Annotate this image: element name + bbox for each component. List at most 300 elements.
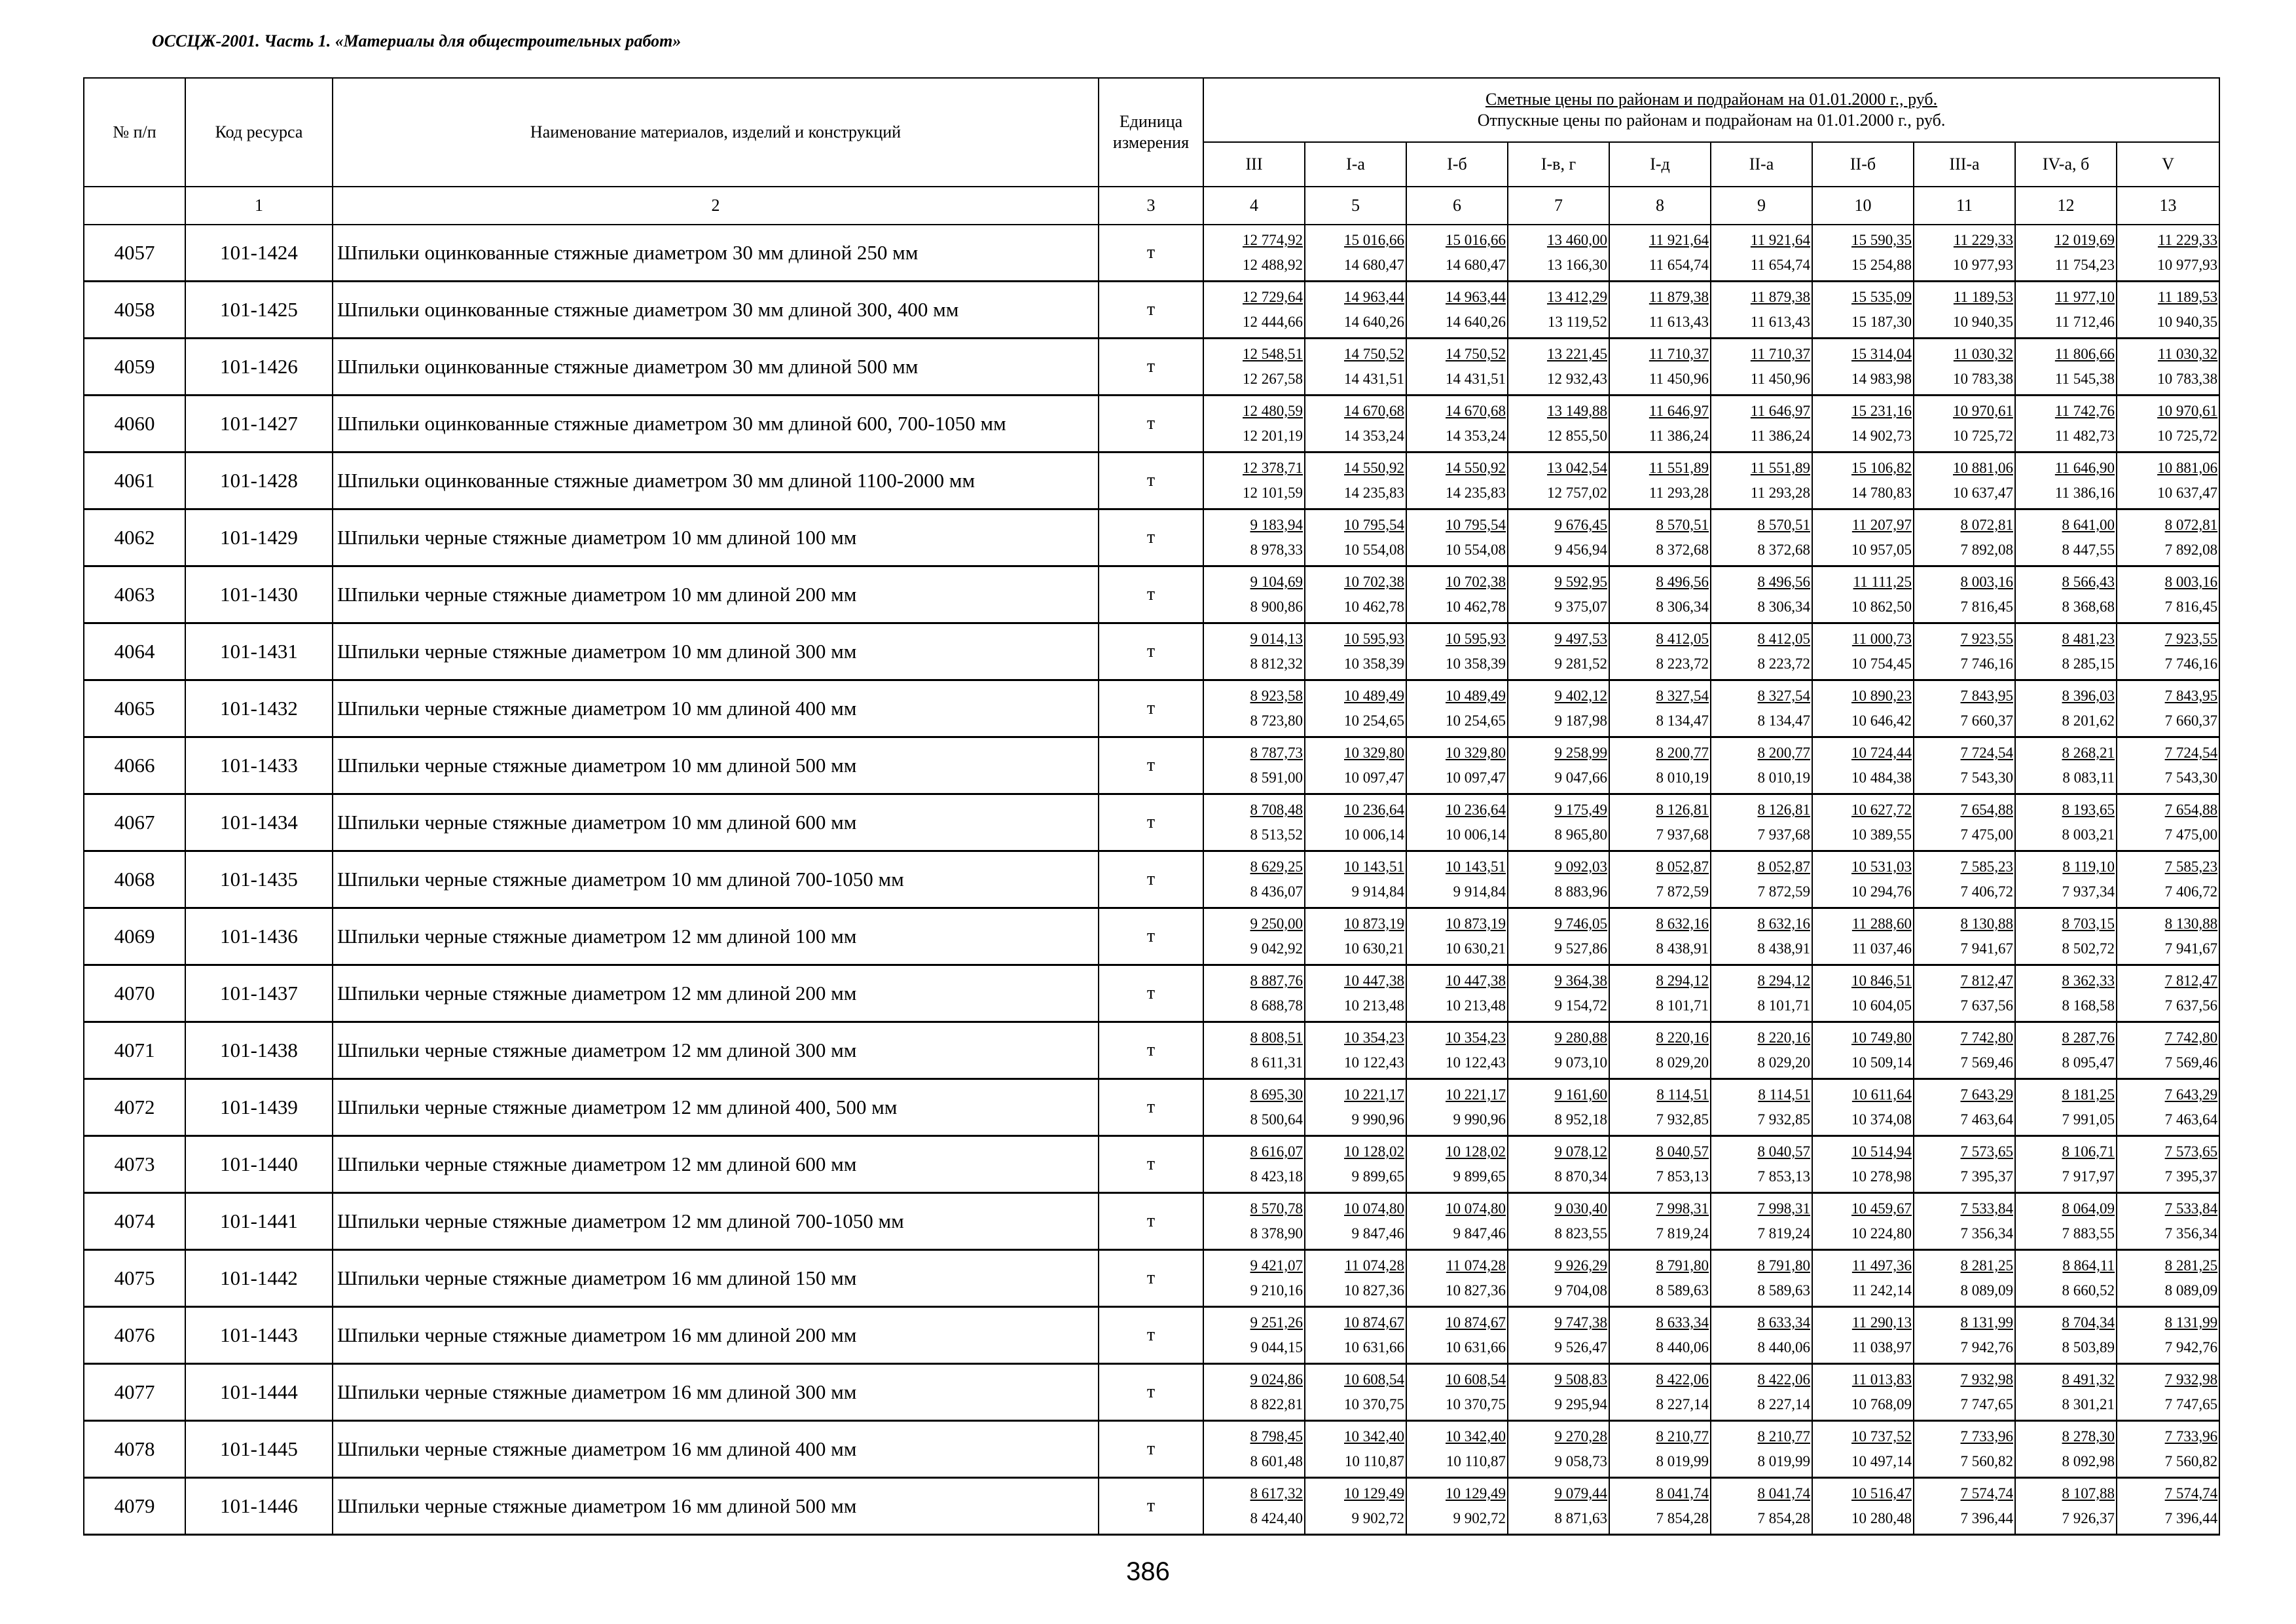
- estimate-price: 7 733,96: [1960, 1428, 2013, 1445]
- price-cell: [1508, 282, 1609, 339]
- release-price: 10 646,42: [1851, 712, 1912, 729]
- estimate-price: 11 742,76: [2054, 403, 2115, 419]
- release-price: 11 386,16: [2054, 485, 2115, 501]
- release-price: 7 937,68: [1757, 826, 1810, 843]
- estimate-price: 8 072,81: [2164, 517, 2218, 533]
- price-cell: [2117, 737, 2219, 794]
- price-cell: [1711, 908, 1812, 965]
- release-price: 10 213,48: [1446, 997, 1506, 1014]
- estimate-price: 8 106,71: [2062, 1143, 2115, 1160]
- price-cell: [1609, 1136, 1711, 1193]
- row-number-cell: 4063: [84, 566, 185, 623]
- price-cell: [1812, 908, 1914, 965]
- release-price: 8 201,62: [2062, 712, 2115, 729]
- price-cell: [1203, 452, 1305, 509]
- price-cell: [1914, 396, 2015, 452]
- material-name-cell: Шпильки черные стяжные диаметром 12 мм длиной 300 мм: [333, 1022, 1099, 1079]
- release-price: 7 941,67: [2164, 940, 2218, 957]
- estimate-price: 12 548,51: [1243, 346, 1303, 362]
- release-price: 8 723,80: [1250, 712, 1303, 729]
- release-price: 10 783,38: [1953, 371, 2013, 387]
- table-row: [84, 1421, 2219, 1478]
- release-price: 8 029,20: [1656, 1054, 1709, 1071]
- price-cell: [1914, 1193, 2015, 1250]
- release-price: 10 637,47: [1953, 485, 2013, 501]
- release-price: 9 073,10: [1554, 1054, 1607, 1071]
- price-cell: [2015, 452, 2117, 509]
- release-price: 14 902,73: [1851, 428, 1912, 444]
- price-cell: [1406, 851, 1508, 908]
- estimate-price: 9 161,60: [1554, 1086, 1607, 1103]
- estimate-price: 14 963,44: [1344, 289, 1404, 305]
- price-cell: [2015, 1421, 2117, 1478]
- estimate-price: 10 459,67: [1851, 1200, 1912, 1217]
- resource-code-cell: 101-1424: [185, 225, 333, 282]
- price-cell: [1203, 1421, 1305, 1478]
- estimate-price: 7 923,55: [1960, 631, 2013, 647]
- price-cell: [2117, 1193, 2219, 1250]
- release-price: 7 560,82: [2164, 1453, 2218, 1469]
- price-cell: [1914, 1364, 2015, 1421]
- release-price: 10 462,78: [1344, 599, 1404, 615]
- estimate-price: 11 646,97: [1649, 403, 1709, 419]
- release-price: 9 187,98: [1554, 712, 1607, 729]
- estimate-price: 7 998,31: [1656, 1200, 1709, 1217]
- resource-code-cell: 101-1445: [185, 1421, 333, 1478]
- estimate-price: 10 329,80: [1446, 745, 1506, 761]
- release-price: 7 637,56: [2164, 997, 2218, 1014]
- release-price: 8 227,14: [1656, 1396, 1709, 1412]
- estimate-price: 8 210,77: [1757, 1428, 1810, 1445]
- price-cell: [1711, 1421, 1812, 1478]
- price-cell: [2015, 1364, 2117, 1421]
- estimate-price: 8 791,80: [1757, 1257, 1810, 1274]
- estimate-price: 8 126,81: [1757, 802, 1810, 818]
- estimate-price: 7 573,65: [2164, 1143, 2218, 1160]
- release-price: 14 235,83: [1344, 485, 1404, 501]
- release-price: 14 983,98: [1851, 371, 1912, 387]
- estimate-price: 7 998,31: [1757, 1200, 1810, 1217]
- estimate-price: 8 496,56: [1757, 574, 1810, 590]
- release-price: 11 754,23: [2054, 257, 2115, 273]
- price-cell: [1609, 339, 1711, 396]
- header-cell-region: III-а: [1914, 142, 2015, 187]
- estimate-price: 10 737,52: [1851, 1428, 1912, 1445]
- estimate-price: 10 724,44: [1851, 745, 1912, 761]
- release-price: 8 285,15: [2062, 655, 2115, 672]
- estimate-price: 8 052,87: [1656, 858, 1709, 875]
- price-cell: [1812, 509, 1914, 566]
- resource-code-cell: 101-1443: [185, 1307, 333, 1364]
- release-price: 9 899,65: [1453, 1168, 1506, 1185]
- price-cell: [1914, 623, 2015, 680]
- estimate-price: 9 092,03: [1554, 858, 1607, 875]
- estimate-price: 7 654,88: [2164, 802, 2218, 818]
- row-number-cell: 4073: [84, 1136, 185, 1193]
- header-cell-name: Наименование материалов, изделий и конструкций: [333, 78, 1099, 187]
- row-number-cell: 4065: [84, 680, 185, 737]
- release-price: 10 977,93: [1953, 257, 2013, 273]
- row-number-cell: 4071: [84, 1022, 185, 1079]
- price-cell: [2015, 1136, 2117, 1193]
- price-cell: [2117, 680, 2219, 737]
- estimate-price: 9 024,86: [1250, 1371, 1303, 1388]
- estimate-price: 8 130,88: [2164, 915, 2218, 932]
- release-price: 8 134,47: [1757, 712, 1810, 729]
- header-cell-region: I-д: [1609, 142, 1711, 187]
- price-cell: [2117, 965, 2219, 1022]
- price-cell: [1203, 282, 1305, 339]
- price-cell: [1609, 1307, 1711, 1364]
- release-price: 10 278,98: [1851, 1168, 1912, 1185]
- estimate-price: 9 078,12: [1554, 1143, 1607, 1160]
- release-price: 9 526,47: [1554, 1339, 1607, 1356]
- estimate-price: 9 030,40: [1554, 1200, 1607, 1217]
- estimate-price: 10 595,93: [1446, 631, 1506, 647]
- resource-code-cell: 101-1430: [185, 566, 333, 623]
- estimate-price: 10 970,61: [1953, 403, 2013, 419]
- price-cell: [1711, 965, 1812, 1022]
- release-price: 7 937,68: [1656, 826, 1709, 843]
- unit-cell: т: [1099, 1364, 1203, 1421]
- estimate-price: 9 079,44: [1554, 1485, 1607, 1502]
- column-number-cell: 4: [1203, 187, 1305, 225]
- price-cell: [1812, 225, 1914, 282]
- material-name-cell: Шпильки черные стяжные диаметром 10 мм длиной 400 мм: [333, 680, 1099, 737]
- release-price: 11 654,74: [1649, 257, 1709, 273]
- release-price: 15 187,30: [1851, 314, 1912, 330]
- unit-cell: т: [1099, 1136, 1203, 1193]
- price-cell: [1305, 1079, 1406, 1136]
- estimate-price: 10 447,38: [1344, 972, 1404, 989]
- release-price: 8 423,18: [1250, 1168, 1303, 1185]
- price-cell: [1203, 965, 1305, 1022]
- price-cell: [1406, 1364, 1508, 1421]
- price-cell: [2117, 225, 2219, 282]
- release-price: 7 941,67: [1960, 940, 2013, 957]
- release-price: 11 613,43: [1649, 314, 1709, 330]
- price-cell: [1609, 282, 1711, 339]
- release-price: 10 862,50: [1851, 599, 1912, 615]
- release-price: 8 965,80: [1554, 826, 1607, 843]
- price-cell: [1609, 851, 1711, 908]
- estimate-price: 10 608,54: [1344, 1371, 1404, 1388]
- release-price: 9 902,72: [1351, 1510, 1404, 1526]
- estimate-price: 9 104,69: [1250, 574, 1303, 590]
- estimate-price: 8 616,07: [1250, 1143, 1303, 1160]
- release-price: 8 589,63: [1656, 1282, 1709, 1299]
- price-cell: [2117, 339, 2219, 396]
- estimate-price: 8 041,74: [1656, 1485, 1709, 1502]
- estimate-price: 8 808,51: [1250, 1029, 1303, 1046]
- price-cell: [2117, 1421, 2219, 1478]
- price-cell: [1914, 339, 2015, 396]
- release-price: 14 431,51: [1344, 371, 1404, 387]
- release-price: 12 488,92: [1243, 257, 1303, 273]
- estimate-price: 14 670,68: [1344, 403, 1404, 419]
- release-price: 9 044,15: [1250, 1339, 1303, 1356]
- price-cell: [1406, 1250, 1508, 1307]
- table-row: [84, 1478, 2219, 1535]
- release-price: 15 254,88: [1851, 257, 1912, 273]
- row-number-cell: 4061: [84, 452, 185, 509]
- release-price: 7 406,72: [1960, 883, 2013, 900]
- release-price: 7 356,34: [2164, 1225, 2218, 1242]
- estimate-price: 8 119,10: [2062, 858, 2115, 875]
- release-price: 10 768,09: [1851, 1396, 1912, 1412]
- unit-cell: т: [1099, 794, 1203, 851]
- header-cell-region: I-б: [1406, 142, 1508, 187]
- unit-cell: т: [1099, 1421, 1203, 1478]
- release-price: 8 019,99: [1757, 1453, 1810, 1469]
- price-cell: [1203, 1250, 1305, 1307]
- price-cell: [2015, 851, 2117, 908]
- release-price: 7 853,13: [1656, 1168, 1709, 1185]
- price-cell: [1305, 509, 1406, 566]
- release-price: 8 089,09: [1960, 1282, 2013, 1299]
- price-cell: [2117, 623, 2219, 680]
- price-cell: [1406, 965, 1508, 1022]
- release-price: 10 497,14: [1851, 1453, 1912, 1469]
- release-price: 8 010,19: [1656, 769, 1709, 786]
- table-row: [84, 225, 2219, 282]
- release-price: 10 097,47: [1446, 769, 1506, 786]
- release-price: 7 872,59: [1656, 883, 1709, 900]
- unit-cell: т: [1099, 1307, 1203, 1364]
- estimate-price: 8 422,06: [1757, 1371, 1810, 1388]
- release-price: 10 122,43: [1446, 1054, 1506, 1071]
- estimate-price: 15 016,66: [1344, 232, 1404, 248]
- price-cell: [1609, 1250, 1711, 1307]
- price-cell: [1406, 566, 1508, 623]
- price-cell: [2117, 452, 2219, 509]
- header-cell-prices: [1203, 78, 2219, 142]
- estimate-price: 8 193,65: [2062, 802, 2115, 818]
- release-price: 8 019,99: [1656, 1453, 1709, 1469]
- release-price: 7 660,37: [1960, 712, 2013, 729]
- estimate-price: 11 710,37: [1750, 346, 1810, 362]
- price-cell: [1305, 1478, 1406, 1535]
- estimate-price: 9 250,00: [1250, 915, 1303, 932]
- price-cell: [1609, 1364, 1711, 1421]
- release-price: 8 089,09: [2164, 1282, 2218, 1299]
- price-cell: [1305, 794, 1406, 851]
- row-number-cell: 4077: [84, 1364, 185, 1421]
- estimate-price: 8 114,51: [1758, 1086, 1810, 1103]
- release-price: 8 440,06: [1757, 1339, 1810, 1356]
- release-price: 7 396,44: [1960, 1510, 2013, 1526]
- estimate-price: 15 016,66: [1446, 232, 1506, 248]
- estimate-price: 10 221,17: [1344, 1086, 1404, 1103]
- release-price: 10 940,35: [2157, 314, 2218, 330]
- resource-code-cell: 101-1425: [185, 282, 333, 339]
- estimate-price: 10 129,49: [1446, 1485, 1506, 1502]
- estimate-price: 7 843,95: [1960, 688, 2013, 704]
- material-name-cell: Шпильки черные стяжные диаметром 16 мм длиной 200 мм: [333, 1307, 1099, 1364]
- price-cell: [1406, 1478, 1508, 1535]
- unit-cell: т: [1099, 225, 1203, 282]
- release-price: 10 940,35: [1953, 314, 2013, 330]
- unit-cell: т: [1099, 1193, 1203, 1250]
- estimate-price: 14 963,44: [1446, 289, 1506, 305]
- price-cell: [1812, 339, 1914, 396]
- resource-code-cell: 101-1439: [185, 1079, 333, 1136]
- release-price: 7 937,34: [2062, 883, 2115, 900]
- release-price: 9 847,46: [1351, 1225, 1404, 1242]
- resource-code-cell: 101-1438: [185, 1022, 333, 1079]
- release-price: 7 819,24: [1656, 1225, 1709, 1242]
- release-price: 8 092,98: [2062, 1453, 2115, 1469]
- estimate-price: 13 149,88: [1547, 403, 1607, 419]
- estimate-price: 7 573,65: [1960, 1143, 2013, 1160]
- material-name-cell: Шпильки черные стяжные диаметром 10 мм длиной 500 мм: [333, 737, 1099, 794]
- price-cell: [1711, 737, 1812, 794]
- estimate-price: 13 412,29: [1547, 289, 1607, 305]
- price-cell: [1203, 1478, 1305, 1535]
- price-cell: [1914, 1307, 2015, 1364]
- price-cell: [1711, 680, 1812, 737]
- table-row: [84, 737, 2219, 794]
- price-cell: [2015, 1079, 2117, 1136]
- release-price: 11 386,24: [1750, 428, 1810, 444]
- release-price: 14 640,26: [1446, 314, 1506, 330]
- release-price: 7 747,65: [2164, 1396, 2218, 1412]
- estimate-price: 10 236,64: [1344, 802, 1404, 818]
- unit-cell: т: [1099, 680, 1203, 737]
- estimate-price: 8 210,77: [1656, 1428, 1709, 1445]
- estimate-price: 8 695,30: [1250, 1086, 1303, 1103]
- unit-cell: т: [1099, 339, 1203, 396]
- price-cell: [2015, 396, 2117, 452]
- row-number-cell: 4067: [84, 794, 185, 851]
- release-price: 10 631,66: [1344, 1339, 1404, 1356]
- header-cell-region: V: [2117, 142, 2219, 187]
- price-cell: [2015, 623, 2117, 680]
- price-cell: [1609, 908, 1711, 965]
- price-cell: [1406, 908, 1508, 965]
- price-cell: [1406, 1193, 1508, 1250]
- release-price: 9 527,86: [1554, 940, 1607, 957]
- estimate-price: 10 873,19: [1344, 915, 1404, 932]
- estimate-price: 7 643,29: [2164, 1086, 2218, 1103]
- estimate-price: 10 531,03: [1851, 858, 1912, 875]
- estimate-price: 11 189,53: [2157, 289, 2218, 305]
- price-cell: [1406, 282, 1508, 339]
- price-cell: [1711, 623, 1812, 680]
- price-cell: [1609, 794, 1711, 851]
- estimate-price: 7 932,98: [2164, 1371, 2218, 1388]
- release-price: 8 502,72: [2062, 940, 2115, 957]
- price-cell: [1812, 1364, 1914, 1421]
- price-cell: [1812, 1136, 1914, 1193]
- release-price: 8 134,47: [1656, 712, 1709, 729]
- release-price: 10 110,87: [1344, 1453, 1404, 1469]
- release-price: 11 482,73: [2054, 428, 2115, 444]
- price-cell: [2015, 908, 2117, 965]
- price-cell: [2015, 509, 2117, 566]
- table-row: [84, 396, 2219, 452]
- estimate-price: 11 074,28: [1344, 1257, 1404, 1274]
- header-cell-unit: Единица измерения: [1099, 78, 1203, 187]
- estimate-price: 10 128,02: [1344, 1143, 1404, 1160]
- release-price: 8 436,07: [1250, 883, 1303, 900]
- price-cell: [1406, 680, 1508, 737]
- row-number-cell: 4062: [84, 509, 185, 566]
- estimate-price: 10 795,54: [1344, 517, 1404, 533]
- estimate-price: 10 890,23: [1851, 688, 1912, 704]
- estimate-price: 10 129,49: [1344, 1485, 1404, 1502]
- price-cell: [1203, 1022, 1305, 1079]
- price-cell: [1914, 1250, 2015, 1307]
- column-number-cell: 5: [1305, 187, 1406, 225]
- estimate-price: 8 708,48: [1250, 802, 1303, 818]
- unit-cell: т: [1099, 851, 1203, 908]
- release-price: 11 450,96: [1750, 371, 1810, 387]
- release-price: 10 783,38: [2157, 371, 2218, 387]
- price-cell: [1203, 509, 1305, 566]
- resource-code-cell: 101-1428: [185, 452, 333, 509]
- resource-code-cell: 101-1434: [185, 794, 333, 851]
- release-price: 12 757,02: [1547, 485, 1607, 501]
- price-cell: [1305, 282, 1406, 339]
- price-cell: [2117, 908, 2219, 965]
- release-price: 9 704,08: [1554, 1282, 1607, 1299]
- estimate-price: 7 654,88: [1960, 802, 2013, 818]
- price-cell: [1508, 794, 1609, 851]
- release-price: 10 630,21: [1344, 940, 1404, 957]
- release-price: 10 006,14: [1344, 826, 1404, 843]
- price-cell: [1508, 1250, 1609, 1307]
- release-price: 10 006,14: [1446, 826, 1506, 843]
- unit-cell: т: [1099, 396, 1203, 452]
- column-number-cell: 11: [1914, 187, 2015, 225]
- release-price: 8 029,20: [1757, 1054, 1810, 1071]
- release-price: 7 395,37: [2164, 1168, 2218, 1185]
- column-number-cell: 2: [333, 187, 1099, 225]
- header-prices-estimate: Сметные цены по районам и подрайонам на 01.01.2000 г., руб.: [1485, 89, 1938, 109]
- estimate-price: 9 926,29: [1554, 1257, 1607, 1274]
- estimate-price: 10 354,23: [1446, 1029, 1506, 1046]
- resource-code-cell: 101-1429: [185, 509, 333, 566]
- release-price: 7 569,46: [2164, 1054, 2218, 1071]
- release-price: 11 037,46: [1851, 940, 1912, 957]
- release-price: 10 827,36: [1344, 1282, 1404, 1299]
- estimate-price: 11 229,33: [1953, 232, 2013, 248]
- estimate-price: 15 106,82: [1851, 460, 1912, 476]
- price-cell: [1305, 965, 1406, 1022]
- unit-cell: т: [1099, 623, 1203, 680]
- estimate-price: 9 183,94: [1250, 517, 1303, 533]
- release-price: 10 097,47: [1344, 769, 1404, 786]
- price-cell: [1203, 908, 1305, 965]
- release-price: 9 375,07: [1554, 599, 1607, 615]
- release-price: 12 932,43: [1547, 371, 1607, 387]
- column-number-cell: 9: [1711, 187, 1812, 225]
- row-number-cell: 4074: [84, 1193, 185, 1250]
- estimate-price: 8 327,54: [1656, 688, 1709, 704]
- estimate-price: 10 143,51: [1446, 858, 1506, 875]
- release-price: 8 812,32: [1250, 655, 1303, 672]
- unit-cell: т: [1099, 1079, 1203, 1136]
- release-price: 8 589,63: [1757, 1282, 1810, 1299]
- price-cell: [1203, 794, 1305, 851]
- price-cell: [2015, 566, 2117, 623]
- row-number-cell: 4072: [84, 1079, 185, 1136]
- estimate-price: 10 595,93: [1344, 631, 1404, 647]
- table-row: [84, 794, 2219, 851]
- estimate-price: 11 921,64: [1750, 232, 1810, 248]
- price-cell: [1406, 1079, 1508, 1136]
